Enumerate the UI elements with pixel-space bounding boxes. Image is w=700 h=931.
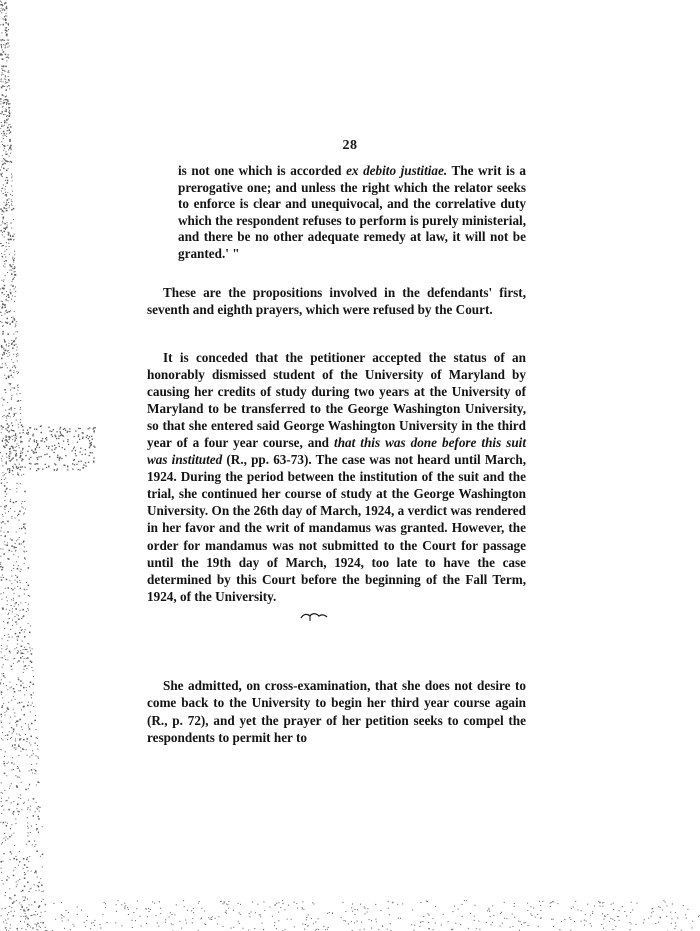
- paragraph-conceded-italic: that this was done before this suit was instituted: [147, 435, 526, 468]
- paragraph-cross-examination-text: She admitted, on cross-examination, that she does not desire to come back to the University to begin her third year course again (R., p. 72), and yet the prayer of her petition seeks to compel the respondents to permit her to: [147, 678, 526, 745]
- paragraph-propositions-text: These are the propositions involved in the defendants' first, seventh and eighth prayers, which were refused by the Court.: [147, 285, 526, 317]
- quote-text-start: is not one which is accorded: [178, 163, 347, 178]
- paragraph-conceded-text-end: (R., pp. 63-73). The case was not heard until March, 1924. During the period between the institution of the suit and the trial, she continued her course of study at the George Washington University. On the 26th day of March, 1924, a verdict was rendered in her favor and the writ of mandamus was granted. However, the order for mandamus was not submitted to the Court for passage until the 19th day of March, 1924, too late to have the case determined by this Court before the beginning of the Fall Term, 1924, of the University.: [147, 452, 526, 604]
- quote-latin-phrase: ex debito justitiae.: [346, 163, 448, 178]
- handwritten-correction-mark: [298, 611, 330, 627]
- page-number: 28: [342, 138, 358, 153]
- paragraph-conceded-text-start: It is conceded that the petitioner accepted the status of an honorably dismissed student of the University of Maryland by causing her credits of study during two years at the University of Maryland to be transferred to the George Washington University, so that she entered said George Washington University in the third year of a four year course, and: [147, 350, 526, 451]
- paragraph-propositions: [147, 285, 526, 318]
- quote-text-end: The writ is a prerogative one; and unless the right which the relator seeks to enforce is clear and unequivocal, and the correlative duty which the respondent refuses to perform is purely ministerial, and there be no other adequate remedy at law, it will not be granted.' ": [178, 163, 526, 261]
- block-quote: [178, 163, 526, 263]
- paragraph-cross-examination: [147, 677, 526, 746]
- paragraph-conceded-status: [147, 349, 526, 605]
